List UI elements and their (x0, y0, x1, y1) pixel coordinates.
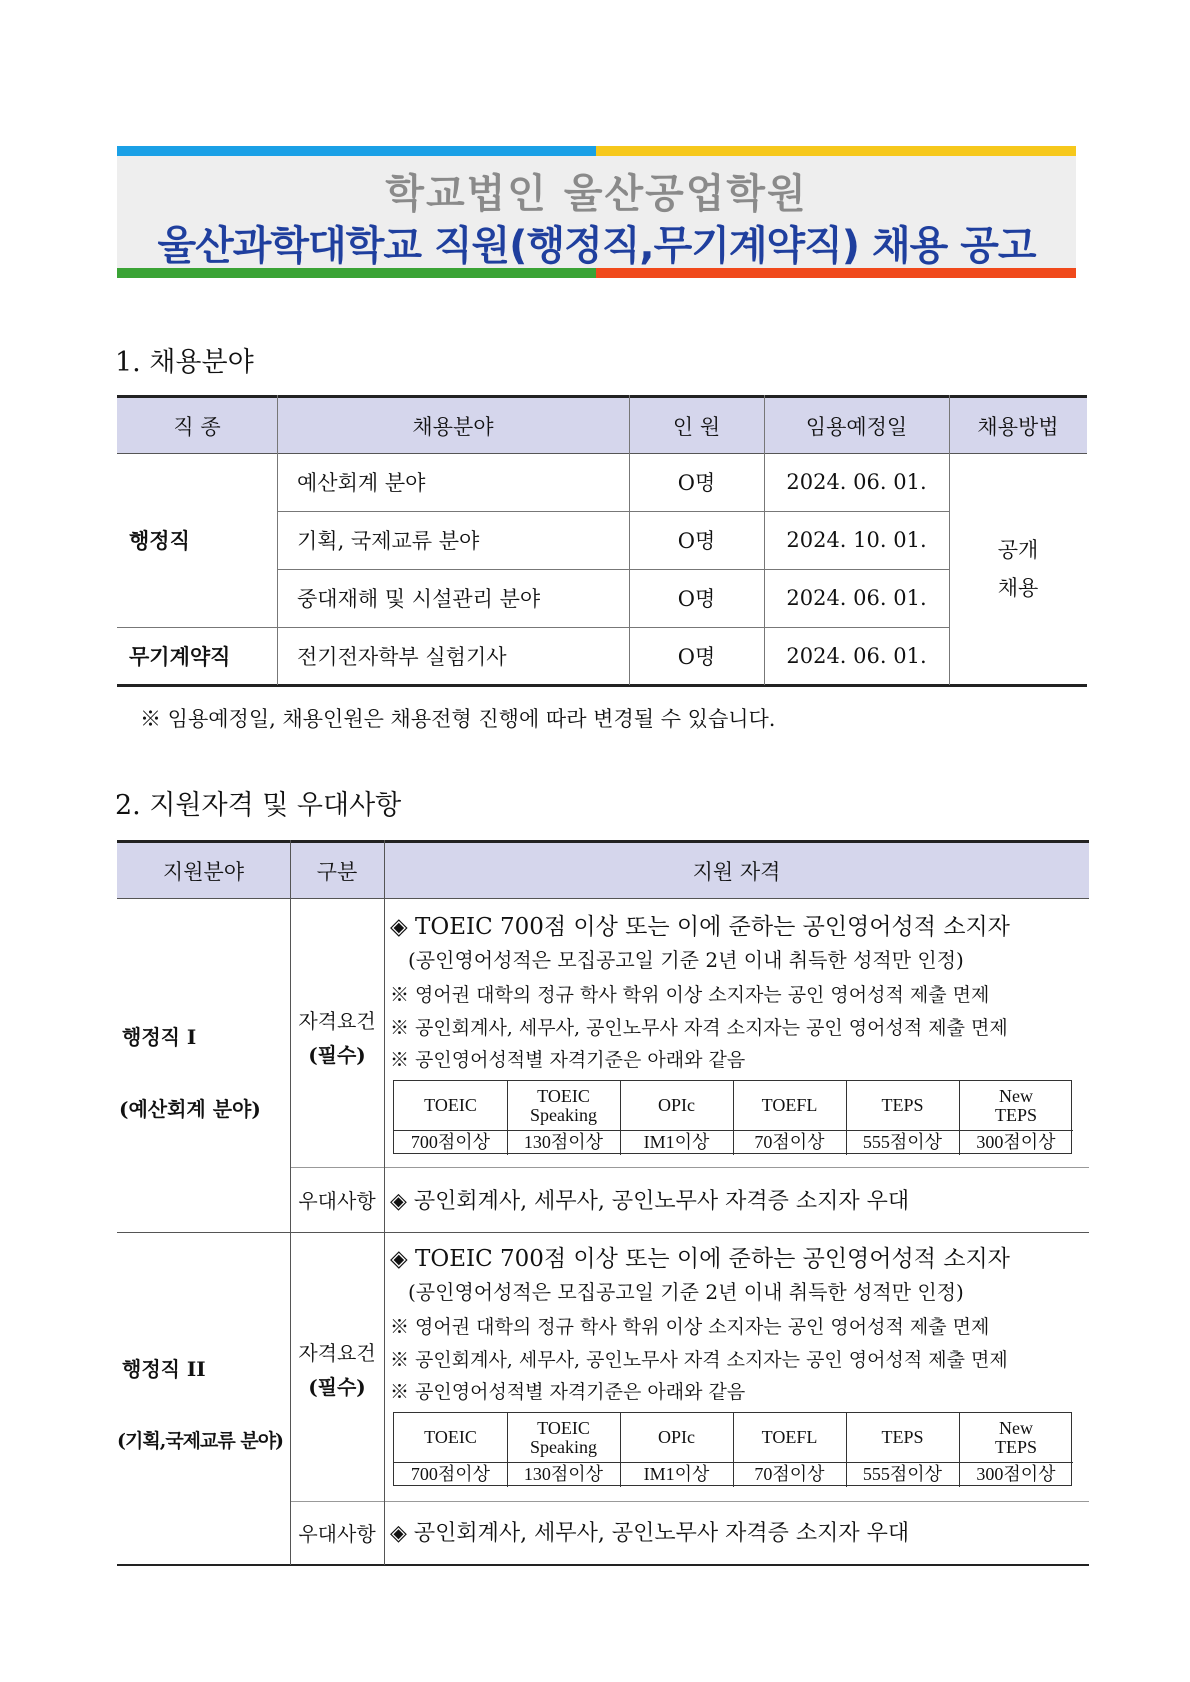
section1-note: ※ 임용예정일, 채용인원은 채용전형 진행에 따라 변경될 수 있습니다. (140, 707, 776, 731)
applied-field-cell: 행정직 I (122, 1024, 197, 1049)
requirement-label: 자격요건 (298, 1340, 376, 1365)
requirement-label: (필수) (308, 1374, 366, 1399)
score-value: 300점이상 (976, 1132, 1056, 1152)
score-test-name (394, 1413, 507, 1462)
english-score-table (393, 1412, 1072, 1486)
score-test-name (394, 1081, 507, 1130)
table2-row-divider (290, 1167, 1089, 1168)
table-row-count: O명 (677, 587, 716, 611)
test-name-line: TOEIC (424, 1427, 477, 1447)
test-name-line: OPIc (658, 1095, 695, 1115)
applied-field-cell: (예산회계 분야) (119, 1096, 261, 1121)
preference-label: 우대사항 (298, 1522, 376, 1546)
table2-header-cell: 지원 자격 (692, 859, 781, 884)
qualification-main: ◈ TOEIC 700점 이상 또는 이에 준하는 공인영어성적 소지자 (390, 914, 1010, 940)
score-value: 130점이상 (523, 1132, 604, 1152)
table2-row-divider (290, 1501, 1089, 1502)
method-line: 공개 (997, 537, 1039, 562)
score-value: 70점이상 (754, 1464, 825, 1484)
score-test-name (733, 1413, 846, 1462)
test-name-line: TEPS (881, 1427, 924, 1447)
table1-header-cell: 채용방법 (977, 414, 1059, 439)
job-type-cell: 행정직 (129, 528, 190, 553)
preference-text: ◈ 공인회계사, 세무사, 공인노무사 자격증 소지자 우대 (390, 1521, 910, 1546)
qualification-note: ※ 공인영어성적별 자격기준은 아래와 같음 (390, 1381, 746, 1403)
test-name-line: TEPS (994, 1104, 1037, 1125)
test-name-line: TOEIC (537, 1417, 590, 1438)
score-test-name (507, 1081, 620, 1130)
test-name-line: Speaking (530, 1104, 597, 1125)
requirement-label: 자격요건 (298, 1008, 376, 1033)
test-name-line: New (999, 1085, 1033, 1106)
table-row-date: 2024. 06. 01. (786, 470, 927, 494)
test-name-line: TEPS (881, 1095, 924, 1115)
qualification-note: ※ 영어권 대학의 정규 학사 학위 이상 소지자는 공인 영어성적 제출 면제 (390, 1316, 990, 1338)
job-type-cell: 무기계약직 (129, 643, 231, 669)
table1-header-cell: 채용분야 (412, 414, 494, 439)
score-value: 555점이상 (862, 1132, 943, 1152)
score-test-name (620, 1413, 733, 1462)
score-value: 300점이상 (976, 1464, 1056, 1484)
table2-col-divider (384, 840, 385, 1565)
method-line: 채용 (997, 575, 1039, 600)
score-test-name (733, 1081, 846, 1130)
score-test-name (846, 1413, 959, 1462)
section1-title: 1. 채용분야 (115, 347, 254, 378)
table1-header-cell: 인 원 (672, 414, 721, 439)
table-row-date: 2024. 10. 01. (786, 528, 927, 552)
table-row-count: O명 (677, 529, 716, 553)
page-title: 울산과학대학교 직원(행정직,무기계약직) 채용 공고 (157, 223, 1036, 269)
table-row-field: 기획, 국제교류 분야 (297, 529, 480, 553)
table2-block-divider (117, 1232, 1089, 1233)
test-name-line: OPIc (658, 1427, 695, 1447)
test-name-line: TOEFL (761, 1095, 818, 1115)
score-test-name (620, 1081, 733, 1130)
qualification-note: ※ 공인회계사, 세무사, 공인노무사 자격 소지자는 공인 영어성적 제출 면제 (390, 1349, 1008, 1371)
score-value: 555점이상 (862, 1464, 943, 1484)
preference-label: 우대사항 (298, 1189, 376, 1213)
score-test-name (959, 1413, 1073, 1462)
table-row-count: O명 (677, 471, 716, 495)
score-test-name (959, 1081, 1073, 1130)
test-name-line: TOEFL (761, 1427, 818, 1447)
banner-bar-yellow (596, 146, 1076, 156)
qualification-note: ※ 영어권 대학의 정규 학사 학위 이상 소지자는 공인 영어성적 제출 면제 (390, 984, 990, 1006)
table-row-field: 예산회계 분야 (297, 471, 426, 495)
table-row-date: 2024. 06. 01. (786, 643, 927, 668)
test-name-line: TOEIC (537, 1085, 590, 1106)
table2-header-cell: 구분 (316, 859, 358, 884)
score-test-name (507, 1413, 620, 1462)
qualification-note: ※ 공인회계사, 세무사, 공인노무사 자격 소지자는 공인 영어성적 제출 면제 (390, 1017, 1008, 1039)
requirement-label: (필수) (308, 1042, 366, 1067)
test-name-line: New (999, 1417, 1033, 1438)
qualification-note: ※ 공인영어성적별 자격기준은 아래와 같음 (390, 1049, 746, 1071)
table-row-count: O명 (677, 644, 716, 669)
banner-subtitle: 학교법인 울산공업학원 (385, 171, 808, 217)
table1-bottom-border (117, 684, 1087, 687)
recruitment-field-table (117, 395, 1087, 687)
recruitment-method-cell (949, 453, 1087, 684)
score-test-name (846, 1081, 959, 1130)
qualification-main: ◈ TOEIC 700점 이상 또는 이에 준하는 공인영어성적 소지자 (390, 1246, 1010, 1272)
score-value: IM1이상 (643, 1464, 710, 1484)
score-value: 130점이상 (523, 1464, 604, 1484)
test-name-line: TEPS (994, 1436, 1037, 1457)
banner-bar-blue (117, 146, 596, 156)
score-value: 700점이상 (410, 1132, 491, 1152)
table1-header-cell: 임용예정일 (805, 414, 908, 439)
table2-bottom-border (117, 1564, 1089, 1566)
table2-header-cell: 지원분야 (162, 859, 245, 884)
score-value: 70점이상 (754, 1132, 825, 1152)
table-row-date: 2024. 06. 01. (786, 586, 927, 610)
qualification-sub: (공인영어성적은 모집공고일 기준 2년 이내 취득한 성적만 인정) (408, 1280, 964, 1304)
table-row-field: 전기전자학부 실험기사 (297, 644, 507, 669)
english-score-table (393, 1080, 1072, 1154)
test-name-line: Speaking (530, 1436, 597, 1457)
table2-header-divider (117, 898, 1089, 899)
table-row-field: 중대재해 및 시설관리 분야 (297, 587, 541, 611)
preference-text: ◈ 공인회계사, 세무사, 공인노무사 자격증 소지자 우대 (390, 1189, 910, 1214)
table1-header-cell: 직 종 (173, 414, 221, 439)
section2-title: 2. 지원자격 및 우대사항 (115, 790, 402, 821)
applied-field-cell: 행정직 II (122, 1356, 206, 1381)
score-value: IM1이상 (643, 1132, 710, 1152)
header-banner (117, 146, 1076, 278)
qualification-sub: (공인영어성적은 모집공고일 기준 2년 이내 취득한 성적만 인정) (408, 948, 964, 972)
applied-field-cell: (기획,국제교류 분야) (117, 1429, 284, 1452)
test-name-line: TOEIC (424, 1095, 477, 1115)
score-value: 700점이상 (410, 1464, 491, 1484)
